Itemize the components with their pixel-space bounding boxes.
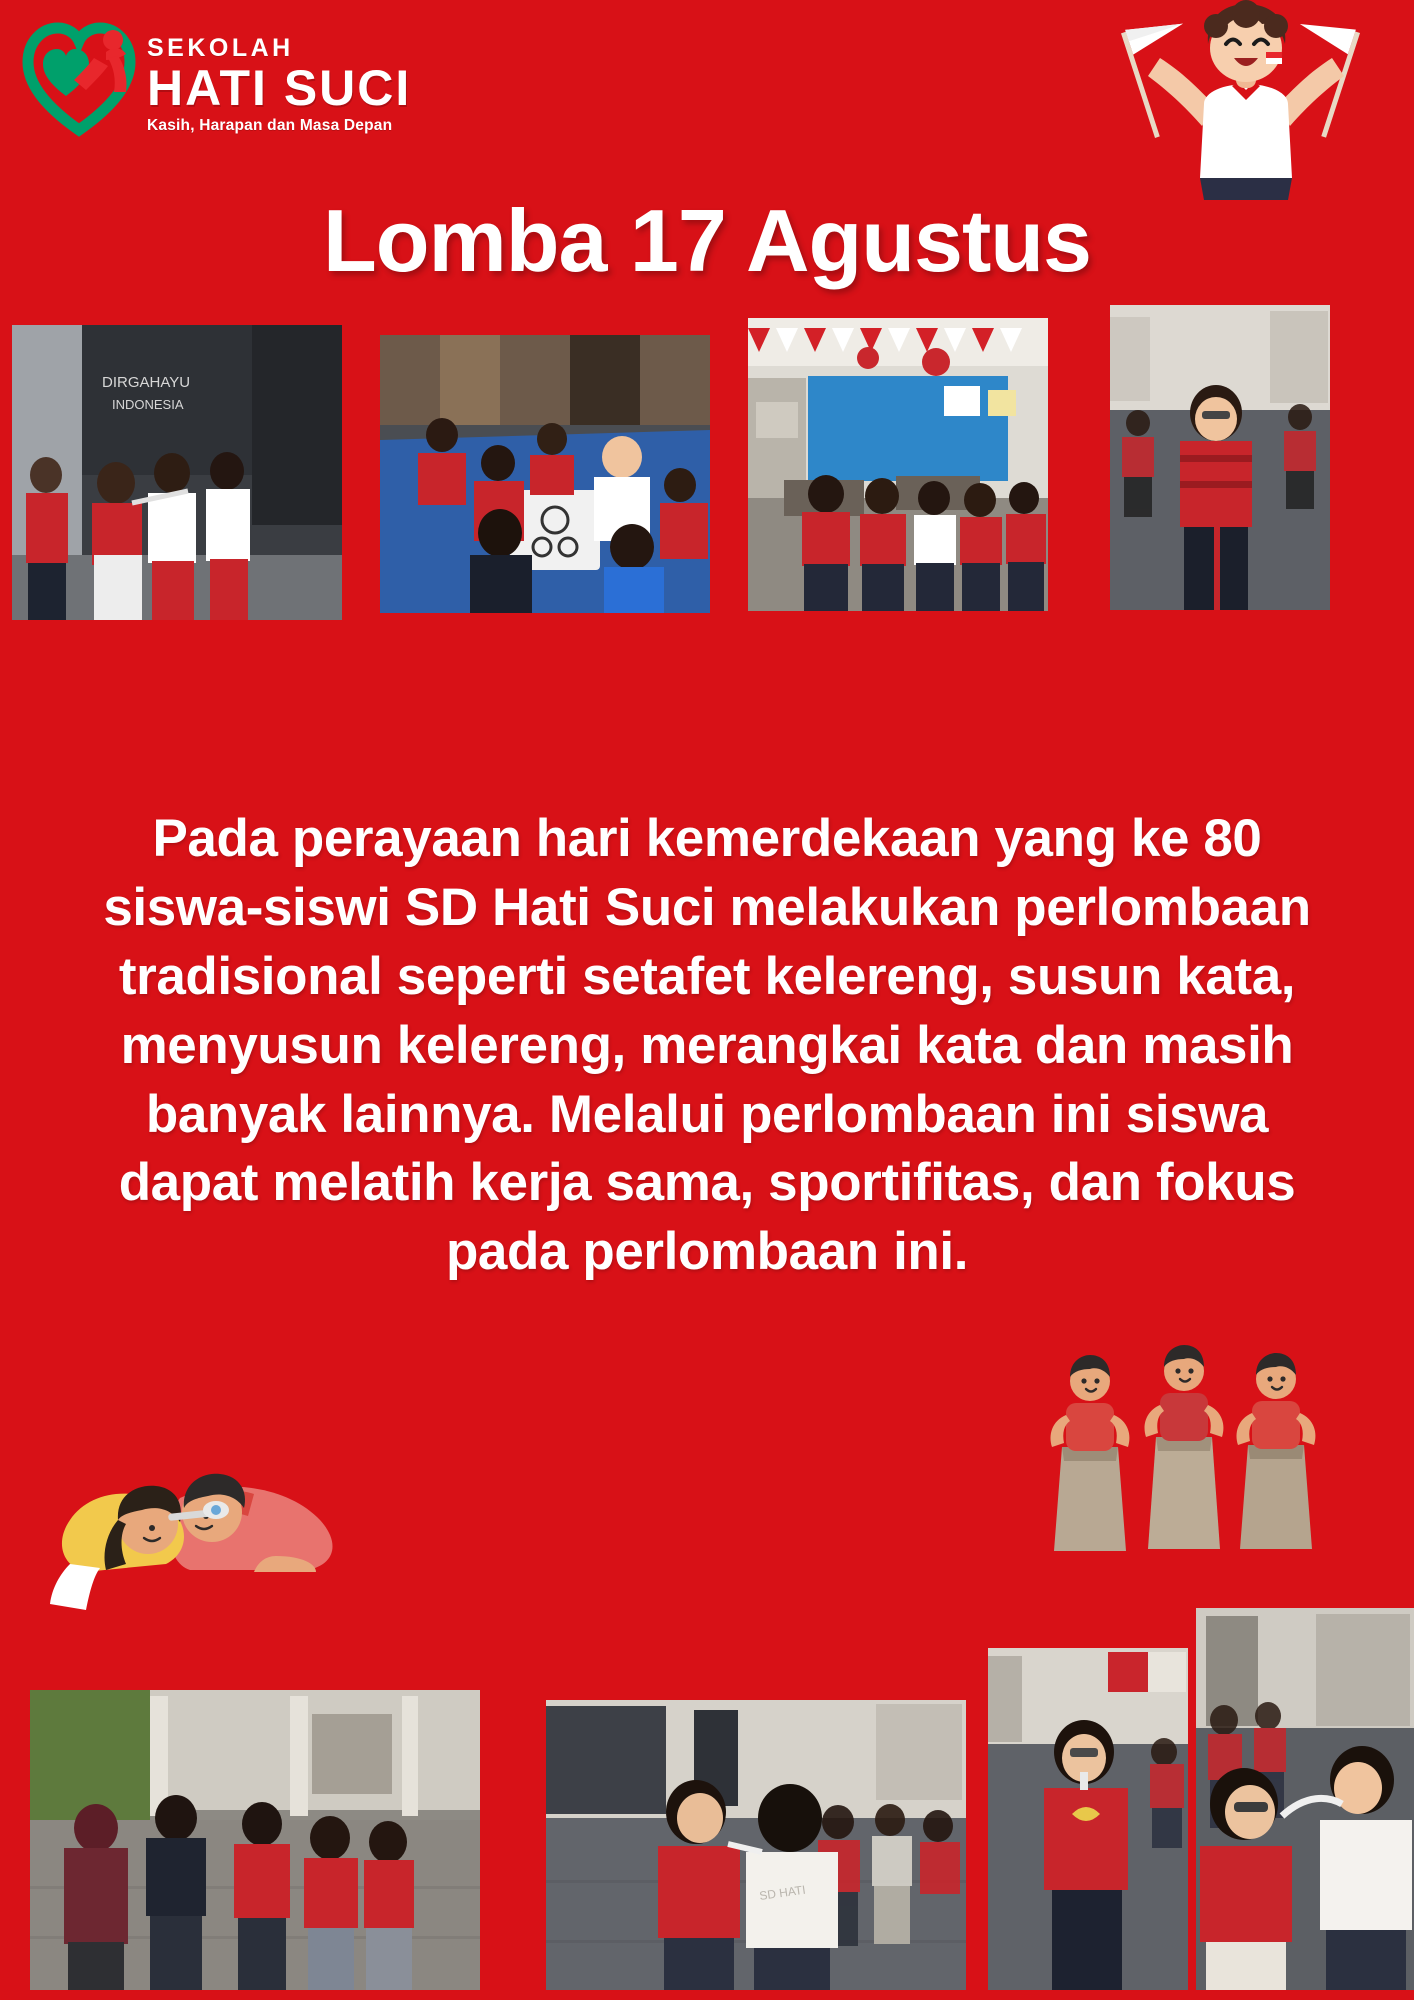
photo-lomba-2 [380, 335, 710, 613]
heart-with-person-icon [22, 18, 137, 138]
svg-text:DIRGAHAYU: DIRGAHAYU [102, 374, 191, 391]
photo-lomba-7 [988, 1648, 1188, 1990]
svg-text:INDONESIA: INDONESIA [112, 397, 184, 412]
body-paragraph: Pada perayaan hari kemerdekaan yang ke 80 siswa-siswi SD Hati Suci melakukan perlombaan tradisional seperti setafet kelereng, susun kata, menyusun kelereng, merangkai kata dan masih banyak lainnya. Melalui perlombaan ini siswa dapat melatih kerja sama, sportifitas, dan fokus pada perlombaan ini. [103, 809, 1311, 1282]
brand-tagline: Kasih, Harapan dan Masa Depan [147, 117, 393, 135]
photo-lomba-3 [748, 318, 1048, 611]
brand-line-sekolah: SEKOLAH [147, 34, 294, 63]
photo-lomba-1 [12, 325, 342, 620]
sack-race-illustration [1046, 1345, 1346, 1560]
page-title: Lomba 17 Agustus [323, 191, 1091, 290]
marble-spoon-race-illustration [40, 1460, 380, 1625]
photo-lomba-5 [30, 1690, 480, 1990]
photo-lomba-4 [1110, 305, 1330, 610]
svg-text:SD HATI: SD HATI [758, 1882, 807, 1903]
photo-lomba-8 [1196, 1608, 1414, 1990]
photo-lomba-6 [546, 1700, 966, 1990]
boy-with-flags-icon [1096, 0, 1396, 200]
brand-line-hati-suci: HATI SUCI [147, 60, 412, 117]
school-logo [22, 18, 411, 138]
